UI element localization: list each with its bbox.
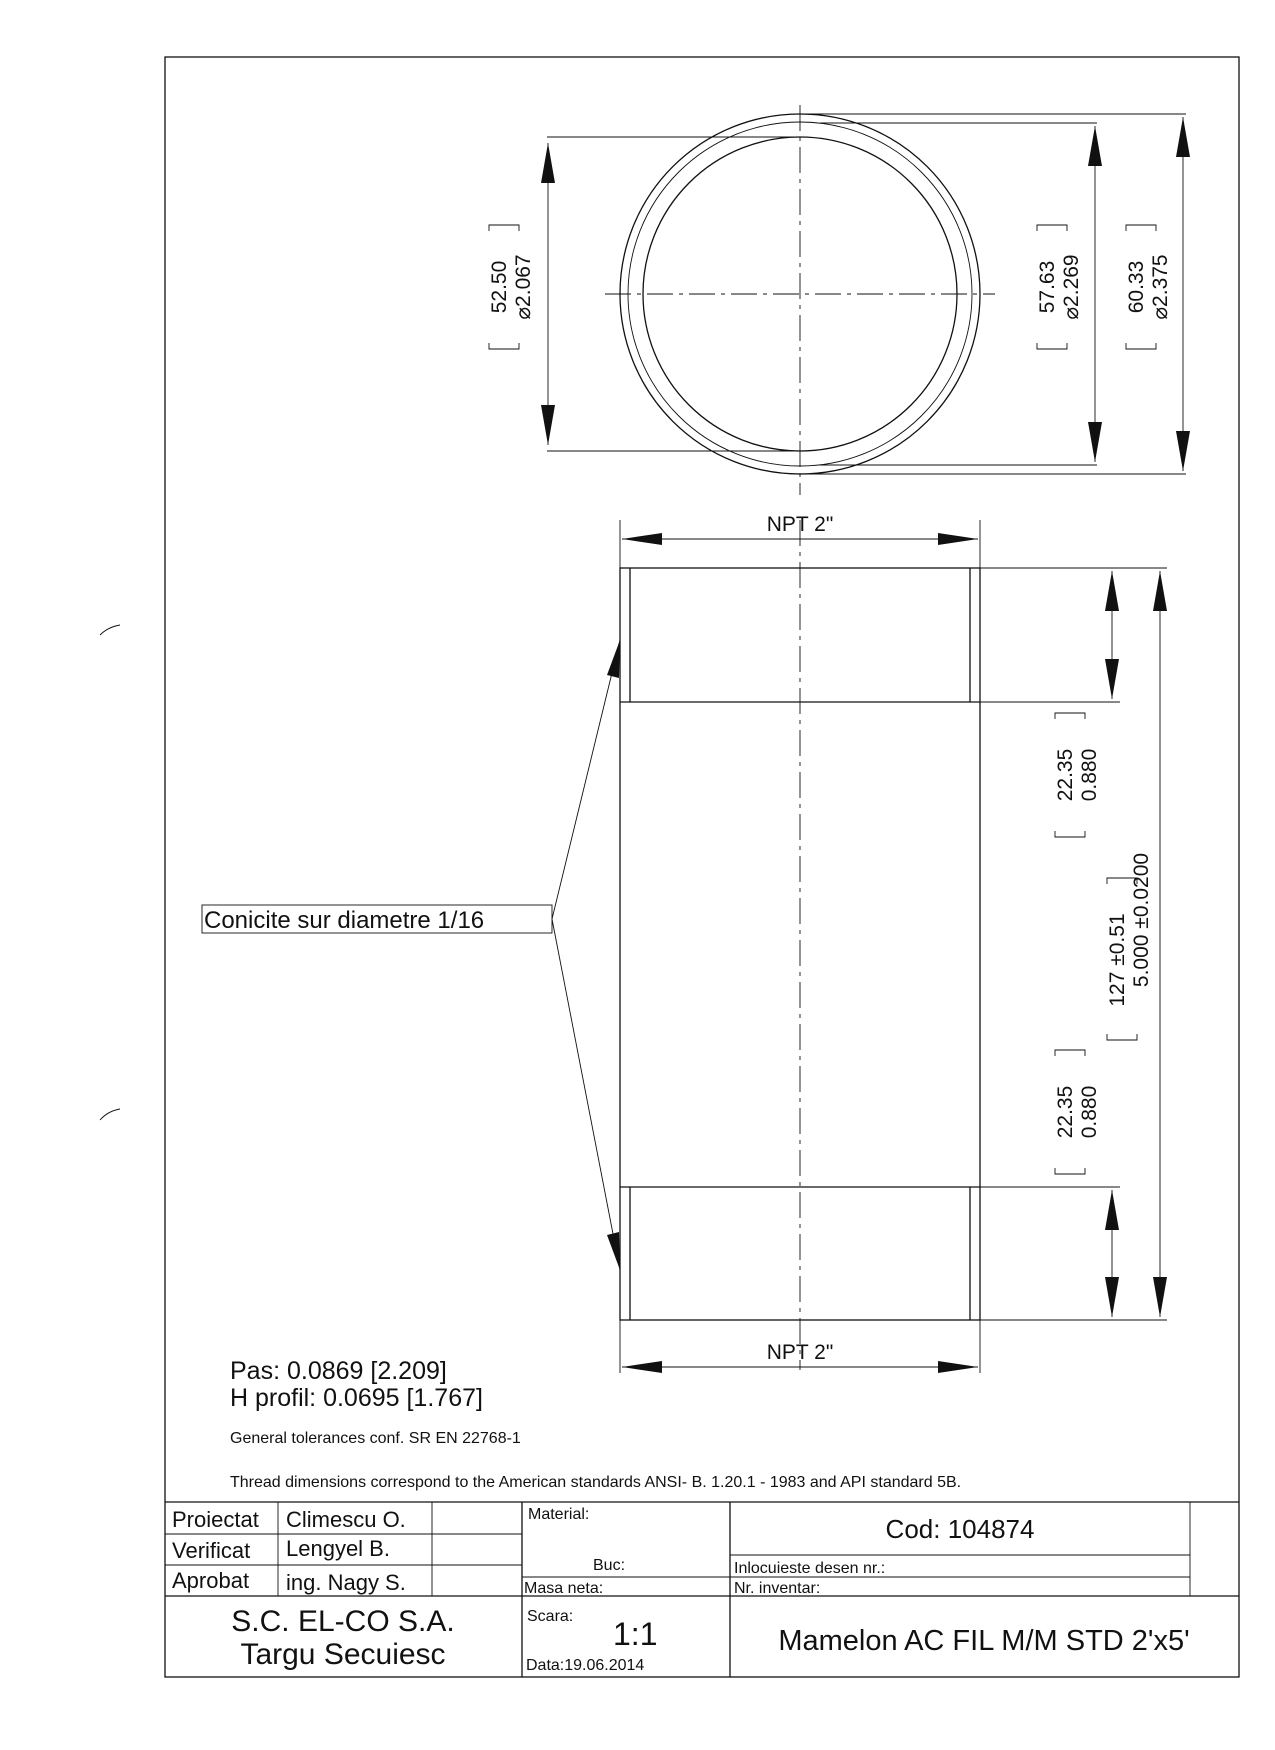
scale-label: Scara: (527, 1608, 574, 1625)
dim-inner-in: ⌀2.067 (512, 254, 535, 320)
part-code: Cod: 104874 (885, 1514, 1035, 1544)
profile-height-note: H profil: 0.0695 [1.767] (230, 1384, 483, 1412)
svg-text:52.50 (488, 261, 511, 314)
title-block (165, 1502, 1239, 1677)
dim-thread-bottom-mm: 22.35 (1054, 1085, 1077, 1139)
dim-length-mm: 127 ±0.51 (1106, 913, 1129, 1007)
checked-by-role: Verificat (172, 1538, 251, 1563)
replaces-label: Inlocuieste desen nr.: (734, 1560, 886, 1577)
dim-outer-in: ⌀2.375 (1149, 254, 1172, 320)
taper-arrow-top (607, 640, 620, 678)
drawing-date: Data:19.06.2014 (526, 1657, 645, 1674)
approved-by-role: Aprobat (172, 1568, 250, 1593)
dim-thread-bottom-in: 0.880 (1078, 1085, 1101, 1139)
taper-label: Conicite sur diametre 1/16 (204, 907, 485, 934)
designed-by-role: Proiectat (172, 1507, 259, 1532)
checked-by-name: Lengyel B. (286, 1536, 390, 1561)
dim-outer-mm: 60.33 (1125, 260, 1148, 314)
svg-text:⌀2.375 (1149, 254, 1172, 319)
part-name: Mamelon AC FIL M/M STD 2'x5' (778, 1625, 1190, 1657)
dim-length-in: 5.000 ±0.0200 (1130, 852, 1153, 988)
svg-text:⌀2.269 (1060, 254, 1083, 319)
dim-root-mm: 57.63 (1036, 260, 1059, 314)
company-name: S.C. EL-CO S.A. (231, 1605, 455, 1638)
taper-arrow-bottom (607, 1232, 620, 1270)
standards-note: Thread dimensions correspond to the American standards ANSI- B. 1.20.1 - 1983 and API standard 5B. (230, 1474, 962, 1491)
svg-text:5.000 ±0.0200 (1130, 853, 1153, 987)
svg-text:22.35 (1054, 1086, 1077, 1139)
scan-mark (100, 625, 120, 635)
buc-label: Buc: (593, 1557, 626, 1574)
tolerance-note: General tolerances conf. SR EN 22768-1 (230, 1430, 521, 1447)
pitch-note: Pas: 0.0869 [2.209] (230, 1357, 447, 1385)
inventory-label: Nr. inventar: (734, 1580, 821, 1597)
svg-text:0.880 (1078, 1086, 1101, 1139)
scan-mark (100, 1109, 120, 1120)
company-city: Targu Secuiesc (240, 1638, 446, 1671)
npt-label-bottom: NPT 2" (766, 1341, 834, 1364)
dim-thread-top-mm: 22.35 (1054, 748, 1077, 802)
svg-text:60.33 (1125, 261, 1148, 314)
svg-text:127 ±0.51 (1106, 913, 1129, 1006)
designed-by-name: Climescu O. (286, 1507, 406, 1532)
scale-value: 1:1 (613, 1616, 658, 1652)
side-view (202, 513, 1167, 1373)
svg-text:57.63 (1036, 261, 1059, 314)
dim-root-in: ⌀2.269 (1060, 254, 1083, 320)
svg-text:22.35 (1054, 749, 1077, 802)
dim-thread-top-in: 0.880 (1078, 748, 1101, 802)
dim-inner-mm: 52.50 (488, 260, 511, 314)
svg-text:⌀2.067 (512, 254, 535, 319)
svg-text:0.880 (1078, 749, 1101, 802)
material-label: Material: (528, 1506, 590, 1523)
approved-by-name: ing. Nagy S. (286, 1570, 406, 1595)
notes (230, 1357, 961, 1491)
npt-label-top: NPT 2" (766, 513, 834, 536)
mass-label: Masa neta: (524, 1580, 604, 1597)
end-view (488, 105, 1190, 495)
